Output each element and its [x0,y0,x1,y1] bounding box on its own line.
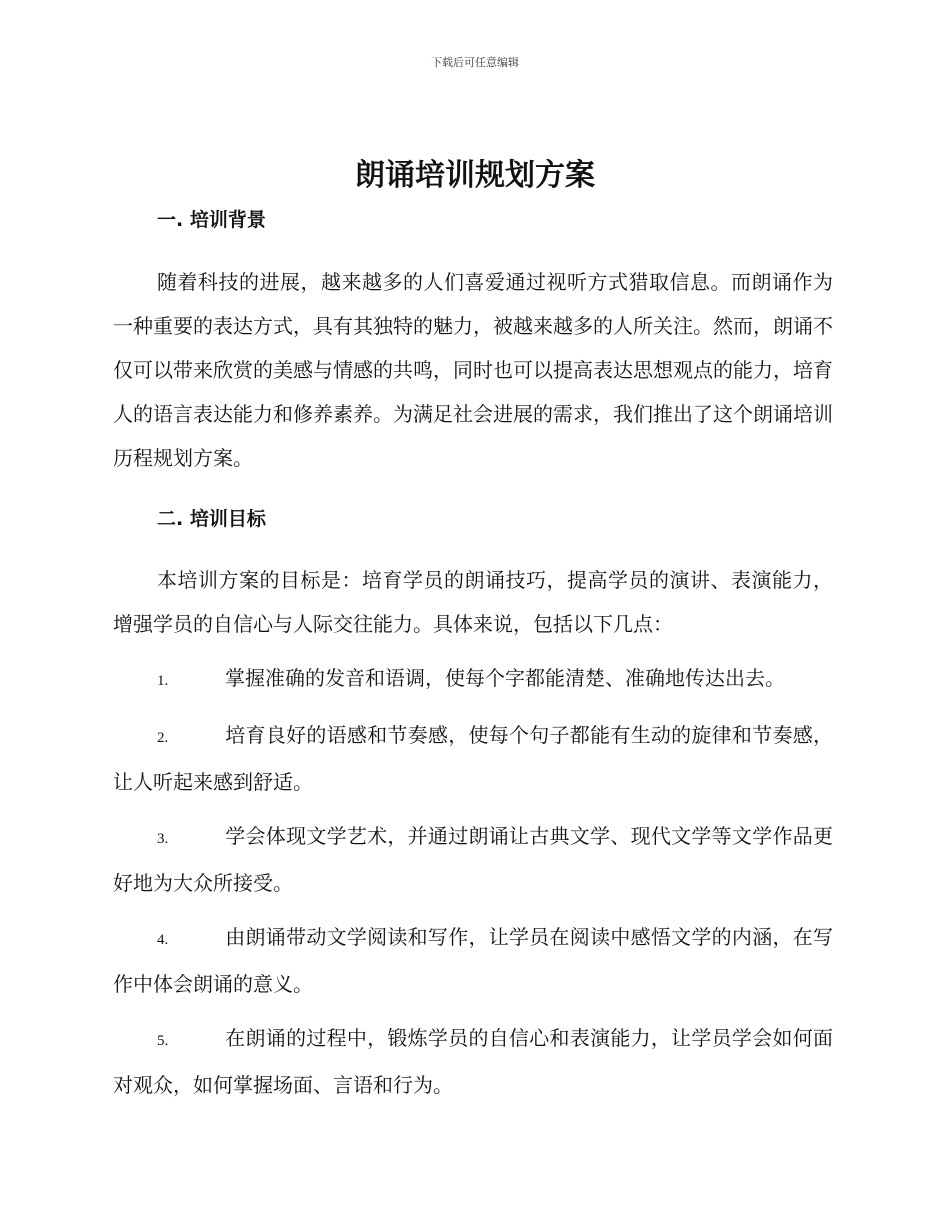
list-item [113,656,833,703]
header-note: 下载后可任意编辑 [431,56,519,69]
list-item [113,713,833,804]
section-heading-background: 一. 培训背景 [157,209,266,231]
list-item-text: 在朗诵的过程中，锻炼学员的自信心和表演能力，让学员学会如何面对观众，如何掌握场面、言语和行为。 [113,1026,833,1097]
section-paragraph-background: 随着科技的进展，越来越多的人们喜爱通过视听方式猎取信息。而朗诵作为一种重要的表达方式，具有其独特的魅力，被越来越多的人所关注。然而，朗诵不仅可以带来欣赏的美感与情感的共鸣，同时也可以提高表达思想观点的能力，培育人的语言表达能力和修养素养。为满足社会进展的需求，我们推出了这个朗诵培训历程规划方案。 [113,270,833,470]
list-item [113,1016,833,1107]
list-item [113,814,833,905]
list-item-number: 3. [157,831,169,847]
list-item-number: 1. [157,673,169,689]
list-item-text: 学会体现文学艺术，并通过朗诵让古典文学、现代文学等文学作品更好地为大众所接受。 [113,824,833,895]
list-item-number: 5. [157,1033,169,1049]
document-title: 朗诵培训规划方案 [355,158,595,193]
list-item-number: 4. [157,932,169,948]
list-item-text: 培育良好的语感和节奏感，使每个句子都能有生动的旋律和节奏感，让人听起来感到舒适。 [113,723,833,794]
list-item-number: 2. [157,730,169,746]
section-heading-goals: 二. 培训目标 [157,508,266,530]
list-item-text: 掌握准确的发音和语调，使每个字都能清楚、准确地传达出去。 [225,666,785,690]
list-item-text: 由朗诵带动文学阅读和写作，让学员在阅读中感悟文学的内涵，在写作中体会朗诵的意义。 [113,925,833,996]
list-item [113,915,833,1006]
section-paragraph-goals: 本培训方案的目标是：培育学员的朗诵技巧，提高学员的演讲、表演能力，增强学员的自信心与人际交往能力。具体来说，包括以下几点： [113,568,833,636]
goals-list [113,656,833,1107]
document-body [113,204,833,1107]
